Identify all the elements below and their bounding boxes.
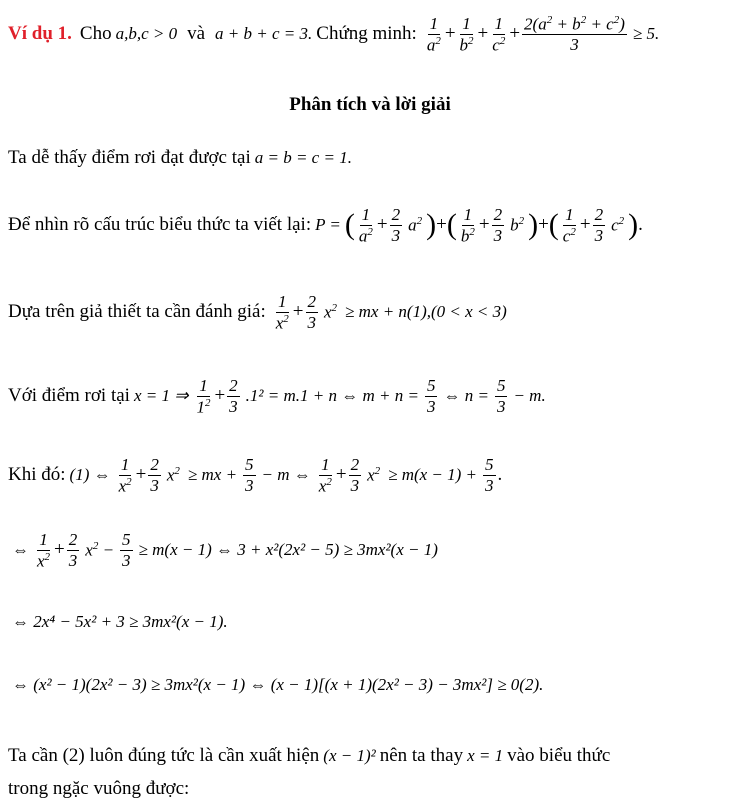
example-statement: Ví dụ 1. Cho a,b,c > 0 và a + b + c = 3. Chứng minh: $\frac{1}{a^2}$ + $\frac{1}{b^2}$ + $\frac{1}{c^2}$ + $\frac{2(a^2 + b^2 + c^2)}{3}$ ≥ 5. — [8, 14, 660, 55]
line-when: Khi đó: (1) ⇔ $\frac{1}{x^2}$ + $\frac{2}{3}$ $x^2$ ≥ mx + $\frac{5}{3}$ − m ⇔ $\frac{1}{x^2}$ + $\frac{2}{3}$ $x^2$ ≥ m(x − 1) + $\frac{5}{3}$ . — [8, 455, 503, 496]
frac-l4d: $\frac{5}{3}$ — [496, 376, 506, 416]
frac-p2: $\frac{2}{3}$ — [391, 205, 401, 245]
line-estimate: Dựa trên giả thiết ta cần đánh giá: $\frac{1}{x^2}$ + $\frac{2}{3}$ $x^2$ ≥ mx + n(1),(0 < x < 3) — [8, 292, 507, 333]
example-text-cho: Cho — [79, 23, 112, 45]
line9-math: (x − 1)² — [323, 746, 376, 765]
line5-text: Khi đó: — [8, 464, 66, 486]
example-text-va: và — [187, 23, 206, 45]
example-cond1: a,b,c > 0 — [115, 24, 178, 44]
frac-l4b: $\frac{2}{3}$ — [229, 376, 238, 416]
line-equality-x1: Với điểm rơi tại x = 1 ⇒ $\frac{1}{1^2}$ + $\frac{2}{3}$ .1² = m.1 + n ⇔ m + n = $\frac{5}{3}$ ⇔ n = $\frac{5}{3}$ − m. — [8, 376, 546, 417]
frac-l4a: $\frac{1}{1^2}$ — [196, 376, 211, 417]
frac-p4: $\frac{2}{3}$ — [493, 205, 503, 245]
line5-math-b: ≥ mx + — [187, 465, 238, 485]
example-cond2: a + b + c = 3. — [215, 24, 313, 44]
line-equiv-2 — [8, 612, 232, 632]
fraction-1-c2: $\frac{1}{c^2}$ — [492, 14, 506, 55]
line4-text: Với điểm rơi tại — [8, 385, 130, 407]
line-equality-point — [8, 147, 356, 169]
frac-l5e: $\frac{2}{3}$ — [350, 455, 360, 495]
line2-math: P = — [315, 215, 341, 235]
line-equiv-3 — [8, 675, 547, 695]
frac-l6b: $\frac{2}{3}$ — [68, 530, 78, 570]
line4-math-d: − m. — [513, 386, 546, 406]
line3-text: Dựa trên giả thiết ta cần đánh giá: — [8, 301, 266, 323]
line-bracket — [8, 778, 189, 800]
line7-math: ⇔ 2x⁴ − 5x² + 3 ≥ 3mx²(x − 1). — [12, 612, 228, 631]
frac-p1: $\frac{1}{a^2}$ — [358, 205, 373, 246]
example-inequality-end: ≥ 5. — [632, 24, 660, 44]
line4-math-b: .1² = m.1 + n ⇔ m + n = — [245, 386, 419, 406]
frac-l5a: $\frac{1}{x^2}$ — [118, 455, 132, 496]
frac-p6: $\frac{2}{3}$ — [594, 205, 604, 245]
line4-math-a: x = 1 ⇒ — [133, 386, 189, 406]
fraction-sum-squares: $\frac{2(a^2 + b^2 + c^2)}{3}$ — [524, 14, 625, 55]
line2-text: Để nhìn rõ cấu trúc biểu thức ta viết lại: — [8, 214, 312, 236]
line5-math-d: ≥ m(x − 1) + — [388, 465, 478, 485]
frac-l3b: $\frac{2}{3}$ — [307, 292, 316, 332]
section-heading: Phân tích và lời giải — [289, 94, 451, 115]
frac-l5c: $\frac{5}{3}$ — [245, 455, 254, 495]
line-rewrite-P: Để nhìn rõ cấu trúc biểu thức ta viết lại: P = ( $\frac{1}{a^2}$ + $\frac{2}{3}$ $a^2$ ) + ( $\frac{1}{b^2}$ + $\frac{2}{3}$ $b^2$ ) + ( $\frac{1}{c^2}$ + $\frac{2}{3}$ $c^2$ ) . — [8, 205, 643, 246]
line9-text-a: Ta cần (2) luôn đúng tức là cần xuất hiện — [8, 745, 320, 766]
line-need — [8, 745, 610, 767]
line8-math: ⇔ (x² − 1)(2x² − 3) ≥ 3mx²(x − 1) ⇔ (x − 1)[(x + 1)(2x² − 3) − 3mx²] ≥ 0(2). — [12, 675, 544, 694]
frac-l5b: $\frac{2}{3}$ — [150, 455, 159, 495]
line1-math: a = b = c = 1. — [254, 148, 352, 167]
line10-text: trong ngặc vuông được: — [8, 778, 190, 799]
example-text-cm: Chứng minh: — [316, 23, 417, 45]
frac-l5d: $\frac{1}{x^2}$ — [318, 455, 332, 496]
fraction-1-a2: $\frac{1}{a^2}$ — [426, 14, 441, 55]
frac-l3a: $\frac{1}{x^2}$ — [275, 292, 289, 333]
line3-math: ≥ mx + n(1),(0 < x < 3) — [345, 302, 507, 322]
line6-math-b: ≥ m(x − 1) ⇔ 3 + x²(2x² − 5) ≥ 3mx²(x − 1) — [138, 540, 438, 560]
line9-text-c: vào biểu thức — [507, 745, 611, 766]
line-equiv-1: ⇔ $\frac{1}{x^2}$ + $\frac{2}{3}$ $x^2$ − $\frac{5}{3}$ ≥ m(x − 1) ⇔ 3 + x²(2x² − 5) ≥ 3mx²(x − 1) — [12, 530, 438, 571]
frac-l4c: $\frac{5}{3}$ — [426, 376, 436, 416]
line6-math-a: ⇔ — [12, 540, 29, 560]
line4-math-c: ⇔ n = — [443, 386, 489, 406]
line9-text-b: nên ta thay — [379, 745, 464, 766]
line1-text: Ta dễ thấy điểm rơi đạt được tại — [8, 147, 251, 168]
frac-p5: $\frac{1}{c^2}$ — [562, 205, 576, 246]
frac-l6c: $\frac{5}{3}$ — [122, 530, 131, 570]
line5-math-c: − m ⇔ — [261, 465, 311, 485]
frac-l5f: $\frac{5}{3}$ — [485, 455, 494, 495]
fraction-1-b2: $\frac{1}{b^2}$ — [459, 14, 474, 55]
line9-math-b: x = 1 — [467, 746, 504, 765]
frac-p3: $\frac{1}{b^2}$ — [460, 205, 475, 246]
line5-math-a: (1) ⇔ — [69, 465, 111, 485]
frac-l6a: $\frac{1}{x^2}$ — [37, 530, 51, 571]
example-label: Ví dụ 1. — [8, 23, 72, 45]
